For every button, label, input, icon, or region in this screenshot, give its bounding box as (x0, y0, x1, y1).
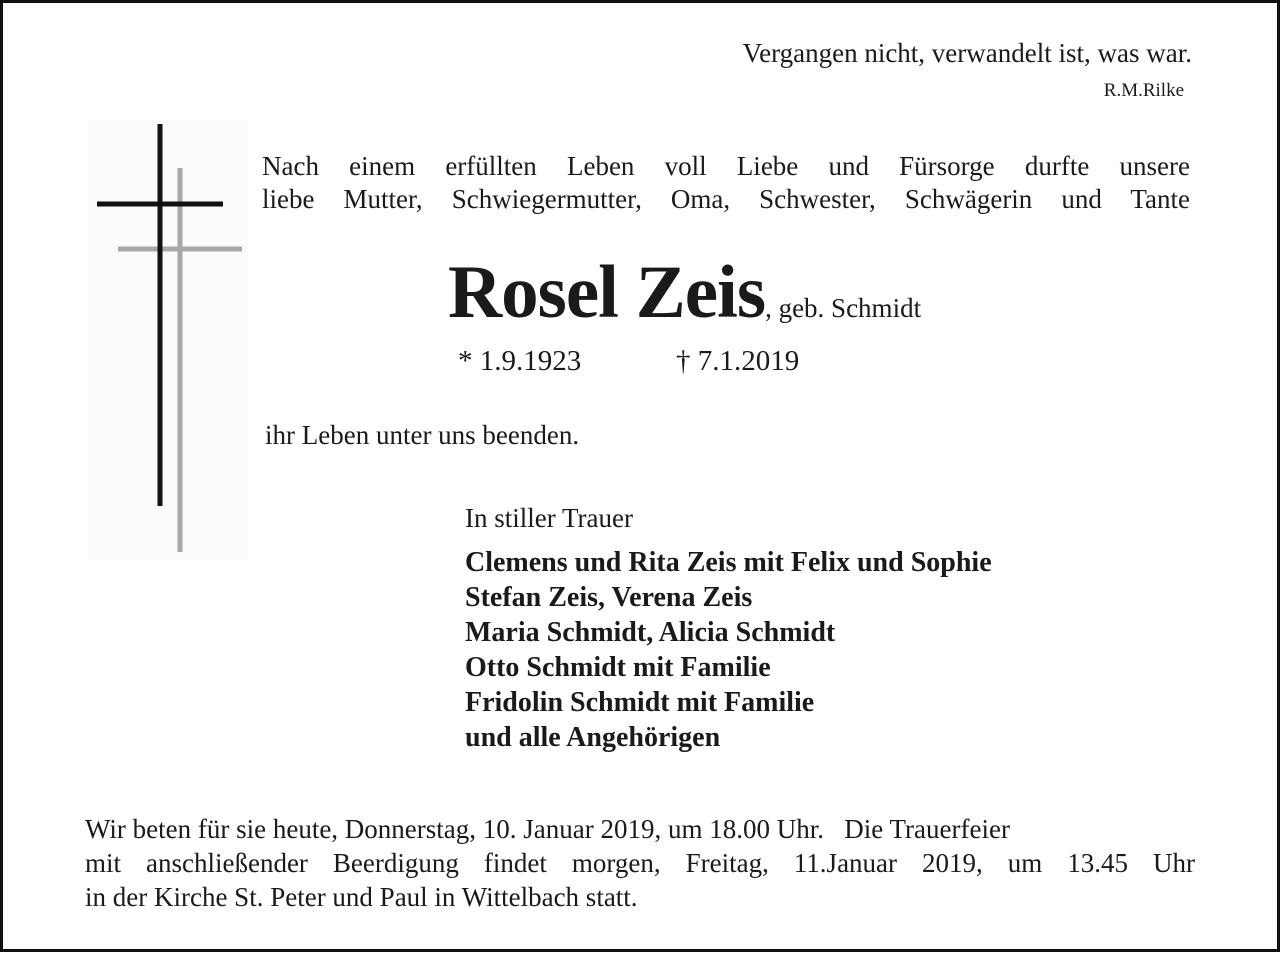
deceased-name-row (448, 250, 921, 336)
deceased-name: Rosel Zeis (448, 251, 766, 334)
mourners-list (465, 545, 992, 755)
intro-line-2: liebe Mutter, Schwiegermutter, Oma, Schwester, Schwägerin und Tante (262, 184, 1190, 214)
list-item: und alle Angehörigen (465, 722, 721, 753)
death-date: † 7.1.2019 (676, 345, 800, 377)
list-item: Fridolin Schmidt mit Familie (465, 687, 815, 718)
intro-text (262, 150, 1190, 216)
service-line-3: in der Kirche St. Peter und Paul in Wittelbach statt. (85, 882, 638, 912)
cross-icon (88, 120, 248, 560)
intro-line-1: Nach einem erfüllten Leben voll Liebe und Fürsorge durfte unsere (262, 151, 1190, 181)
mourning-label: In stiller Trauer (465, 503, 633, 533)
list-item: Otto Schmidt mit Familie (465, 652, 771, 683)
closing-text: ihr Leben unter uns beenden. (265, 420, 580, 450)
list-item: Stefan Zeis, Verena Zeis (465, 582, 753, 613)
maiden-name: , geb. Schmidt (765, 293, 922, 323)
epigraph-author: R.M.Rilke (1103, 80, 1184, 101)
service-line-1: Wir beten für sie heute, Donnerstag, 10. Januar 2019, um 18.00 Uhr. Die Trauerfeier (85, 814, 1010, 844)
list-item: Maria Schmidt, Alicia Schmidt (465, 617, 836, 648)
service-line-2: mit anschließender Beerdigung findet morgen, Freitag, 11.Januar 2019, um 13.45 Uhr (85, 848, 1195, 878)
list-item: Clemens und Rita Zeis mit Felix und Sophie (465, 547, 992, 578)
epigraph-quote: Vergangen nicht, verwandelt ist, was war. (742, 38, 1192, 68)
service-info (85, 812, 1195, 914)
birth-date: * 1.9.1923 (458, 345, 582, 377)
